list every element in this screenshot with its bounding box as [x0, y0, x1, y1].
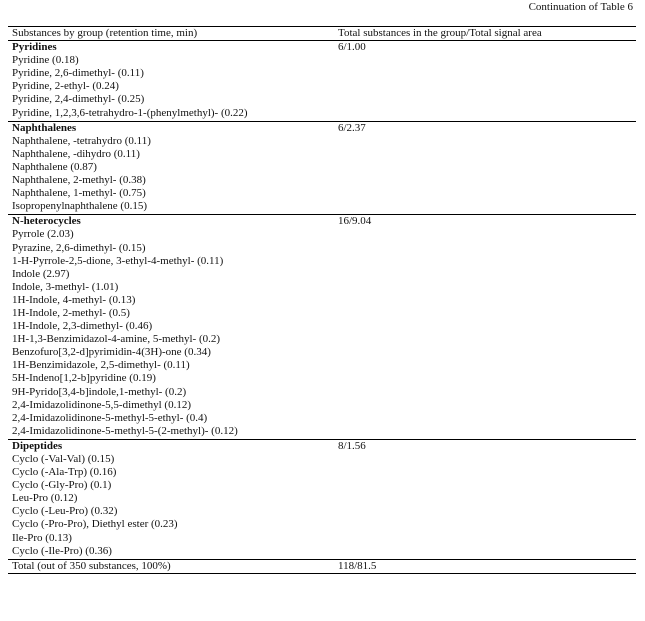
group-substances [8, 215, 335, 438]
substance-item: Indole (2.97) [12, 267, 70, 280]
substance-item: Cyclo (-Gly-Pro) (0.1) [12, 479, 112, 492]
substance-item: Pyridine, 2,6-dimethyl- (0.11) [12, 67, 144, 80]
group-row-naphthalenes [8, 122, 636, 216]
table-caption: Continuation of Table 6 [528, 1, 633, 13]
substance-item: Naphthalene, 2-methyl- (0.38) [12, 174, 146, 187]
substance-item: 1H-1,3-Benzimidazol-4-amine, 5-methyl- (0.2) [12, 333, 221, 346]
total-label: Total (out of 350 substances, 100%) [12, 559, 171, 572]
substance-item: Cyclo (-Ala-Trp) (0.16) [12, 466, 117, 479]
group-total: 6/2.37 [338, 121, 366, 134]
group-title: N-heterocycles [12, 215, 81, 228]
group-title: Pyridines [12, 41, 57, 54]
substance-item: Naphthalene, -tetrahydro (0.11) [12, 134, 151, 147]
table-header-row [8, 27, 636, 41]
header-totals: Total substances in the group/Total signal area [338, 27, 542, 39]
substance-item: Indole, 3-methyl- (1.01) [12, 280, 119, 293]
substance-item: Pyrazine, 2,6-dimethyl- (0.15) [12, 241, 146, 254]
substance-item: 1H-Indole, 2-methyl- (0.5) [12, 306, 130, 319]
substance-item: 1H-Benzimidazole, 2,5-dimethyl- (0.11) [12, 359, 190, 372]
group-title: Dipeptides [12, 439, 63, 452]
group-row-pyridines [8, 41, 636, 122]
substance-item: Naphthalene, 1-methyl- (0.75) [12, 187, 146, 200]
substance-item: Cyclo (-Leu-Pro) (0.32) [12, 505, 118, 518]
substance-item: 2,4-Imidazolidinone-5-methyl-5-ethyl- (0.4) [12, 411, 208, 424]
substance-item: 2,4-Imidazolidinone-5,5-dimethyl (0.12) [12, 398, 192, 411]
group-row-dipeptides [8, 440, 636, 560]
substances-table [8, 26, 636, 574]
substance-item: Pyridine (0.18) [12, 54, 79, 67]
substance-item: Ile-Pro (0.13) [12, 531, 72, 544]
group-title: Naphthalenes [12, 121, 77, 134]
group-substances [8, 122, 335, 214]
substance-item: 1H-Indole, 2,3-dimethyl- (0.46) [12, 320, 153, 333]
substance-item: Cyclo (-Val-Val) (0.15) [12, 453, 115, 465]
header-substances: Substances by group (retention time, min) [12, 27, 198, 39]
substance-item: Pyridine, 2,4-dimethyl- (0.25) [12, 93, 145, 106]
substance-item: Pyridine, 1,2,3,6-tetrahydro-1-(phenylmethyl)- (0.22) [12, 106, 248, 119]
substance-item: Pyrrole (2.03) [12, 228, 74, 241]
total-value: 118/81.5 [338, 559, 377, 572]
substance-item: Pyridine, 2-ethyl- (0.24) [12, 80, 119, 93]
group-total: 8/1.56 [338, 439, 366, 452]
substance-item: Leu-Pro (0.12) [12, 492, 78, 505]
group-total: 6/1.00 [338, 41, 366, 54]
group-total: 16/9.04 [338, 215, 372, 228]
substance-item: 2,4-Imidazolidinone-5-methyl-5-(2-methyl)- (0.12) [12, 424, 238, 437]
substance-item: 1H-Indole, 4-methyl- (0.13) [12, 293, 136, 306]
table-body [8, 41, 636, 560]
group-substances [8, 440, 335, 558]
substance-item: 9H-Pyrido[3,4-b]indole,1-methyl- (0.2) [12, 385, 187, 398]
substance-item: Naphthalene (0.87) [12, 160, 97, 173]
substance-item: Isopropenylnaphthalene (0.15) [12, 200, 148, 213]
substance-item: Cyclo (-Pro-Pro), Diethyl ester (0.23) [12, 518, 178, 531]
substance-item: Benzofuro[3,2-d]pyrimidin-4(3H)-one (0.34) [12, 346, 211, 359]
group-substances [8, 41, 335, 120]
substance-item: Cyclo (-Ile-Pro) (0.36) [12, 544, 112, 557]
substance-item: 5H-Indeno[1,2-b]pyridine (0.19) [12, 372, 156, 385]
substance-item: Naphthalene, -dihydro (0.11) [12, 147, 140, 160]
group-row-n-heterocycles [8, 215, 636, 440]
substance-item: 1-H-Pyrrole-2,5-dione, 3-ethyl-4-methyl- (0.11) [12, 254, 224, 267]
total-row [8, 560, 636, 573]
